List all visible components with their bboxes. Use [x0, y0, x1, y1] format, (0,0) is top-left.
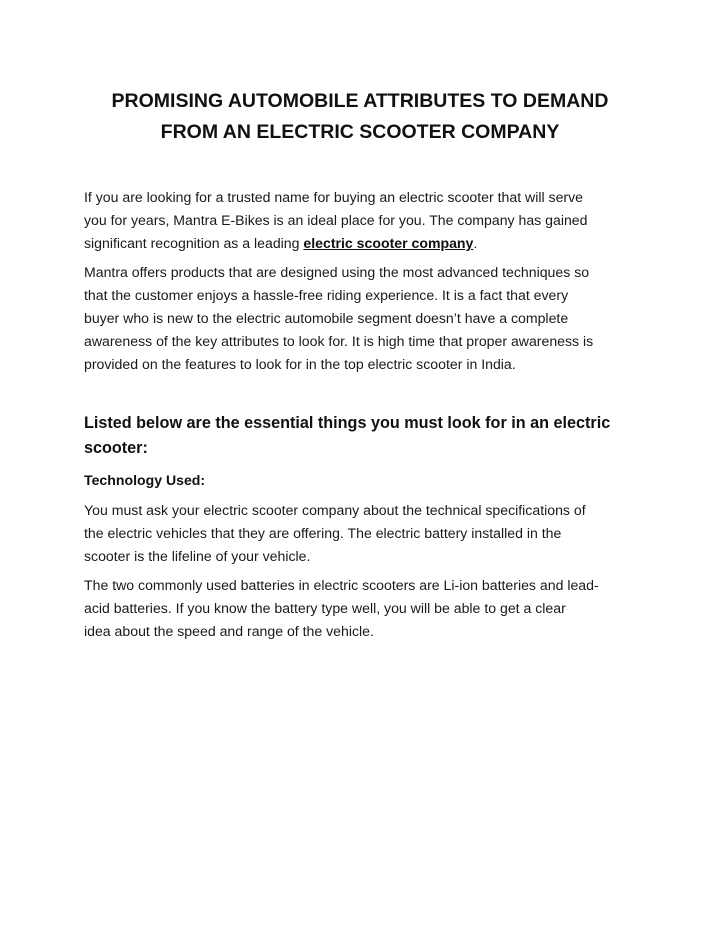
technology-paragraph: [84, 499, 654, 568]
paragraph-line: If you are looking for a trusted name for buying an electric scooter that will serve: [84, 189, 584, 205]
heading-line: scooter:: [84, 439, 148, 457]
title-line: FROM AN ELECTRIC SCOOTER COMPANY: [160, 121, 560, 143]
paragraph-text: .: [473, 235, 478, 251]
paragraph-line: you for years, Mantra E-Bikes is an ideal place for you. The company has gained: [84, 212, 588, 228]
paragraph-line: provided on the features to look for in the top electric scooter in India.: [84, 356, 516, 372]
document-title: [60, 86, 660, 148]
technology-used-heading: Technology Used:: [84, 472, 206, 488]
title-line: PROMISING AUTOMOBILE ATTRIBUTES TO DEMAND: [111, 90, 609, 112]
paragraph-line: scooter is the lifeline of your vehicle.: [84, 548, 311, 564]
paragraph-line: that the customer enjoys a hassle-free riding experience. It is a fact that every: [84, 287, 569, 303]
mantra-paragraph: [84, 261, 654, 376]
paragraph-line: Mantra offers products that are designed using the most advanced techniques so: [84, 264, 590, 280]
paragraph-line: buyer who is new to the electric automobile segment doesn’t have a complete: [84, 310, 569, 326]
electric-scooter-company-link[interactable]: electric scooter company: [303, 235, 474, 251]
paragraph-line: The two commonly used batteries in electric scooters are Li-ion batteries and lead-: [84, 577, 599, 593]
intro-paragraph: [84, 186, 654, 255]
paragraph-line: acid batteries. If you know the battery type well, you will be able to get a clear: [84, 600, 566, 616]
heading-line: Listed below are the essential things you must look for in an electric: [84, 414, 611, 432]
paragraph-line: awareness of the key attributes to look for. It is high time that proper awareness is: [84, 333, 594, 349]
paragraph-text: significant recognition as a leading: [84, 235, 304, 251]
paragraph-line: idea about the speed and range of the vehicle.: [84, 623, 374, 639]
battery-paragraph: [84, 574, 654, 643]
paragraph-line: [84, 232, 654, 255]
paragraph-line: You must ask your electric scooter company about the technical specifications of: [84, 502, 586, 518]
section-heading: [84, 411, 654, 461]
paragraph-line: the electric vehicles that they are offering. The electric battery installed in the: [84, 525, 562, 541]
